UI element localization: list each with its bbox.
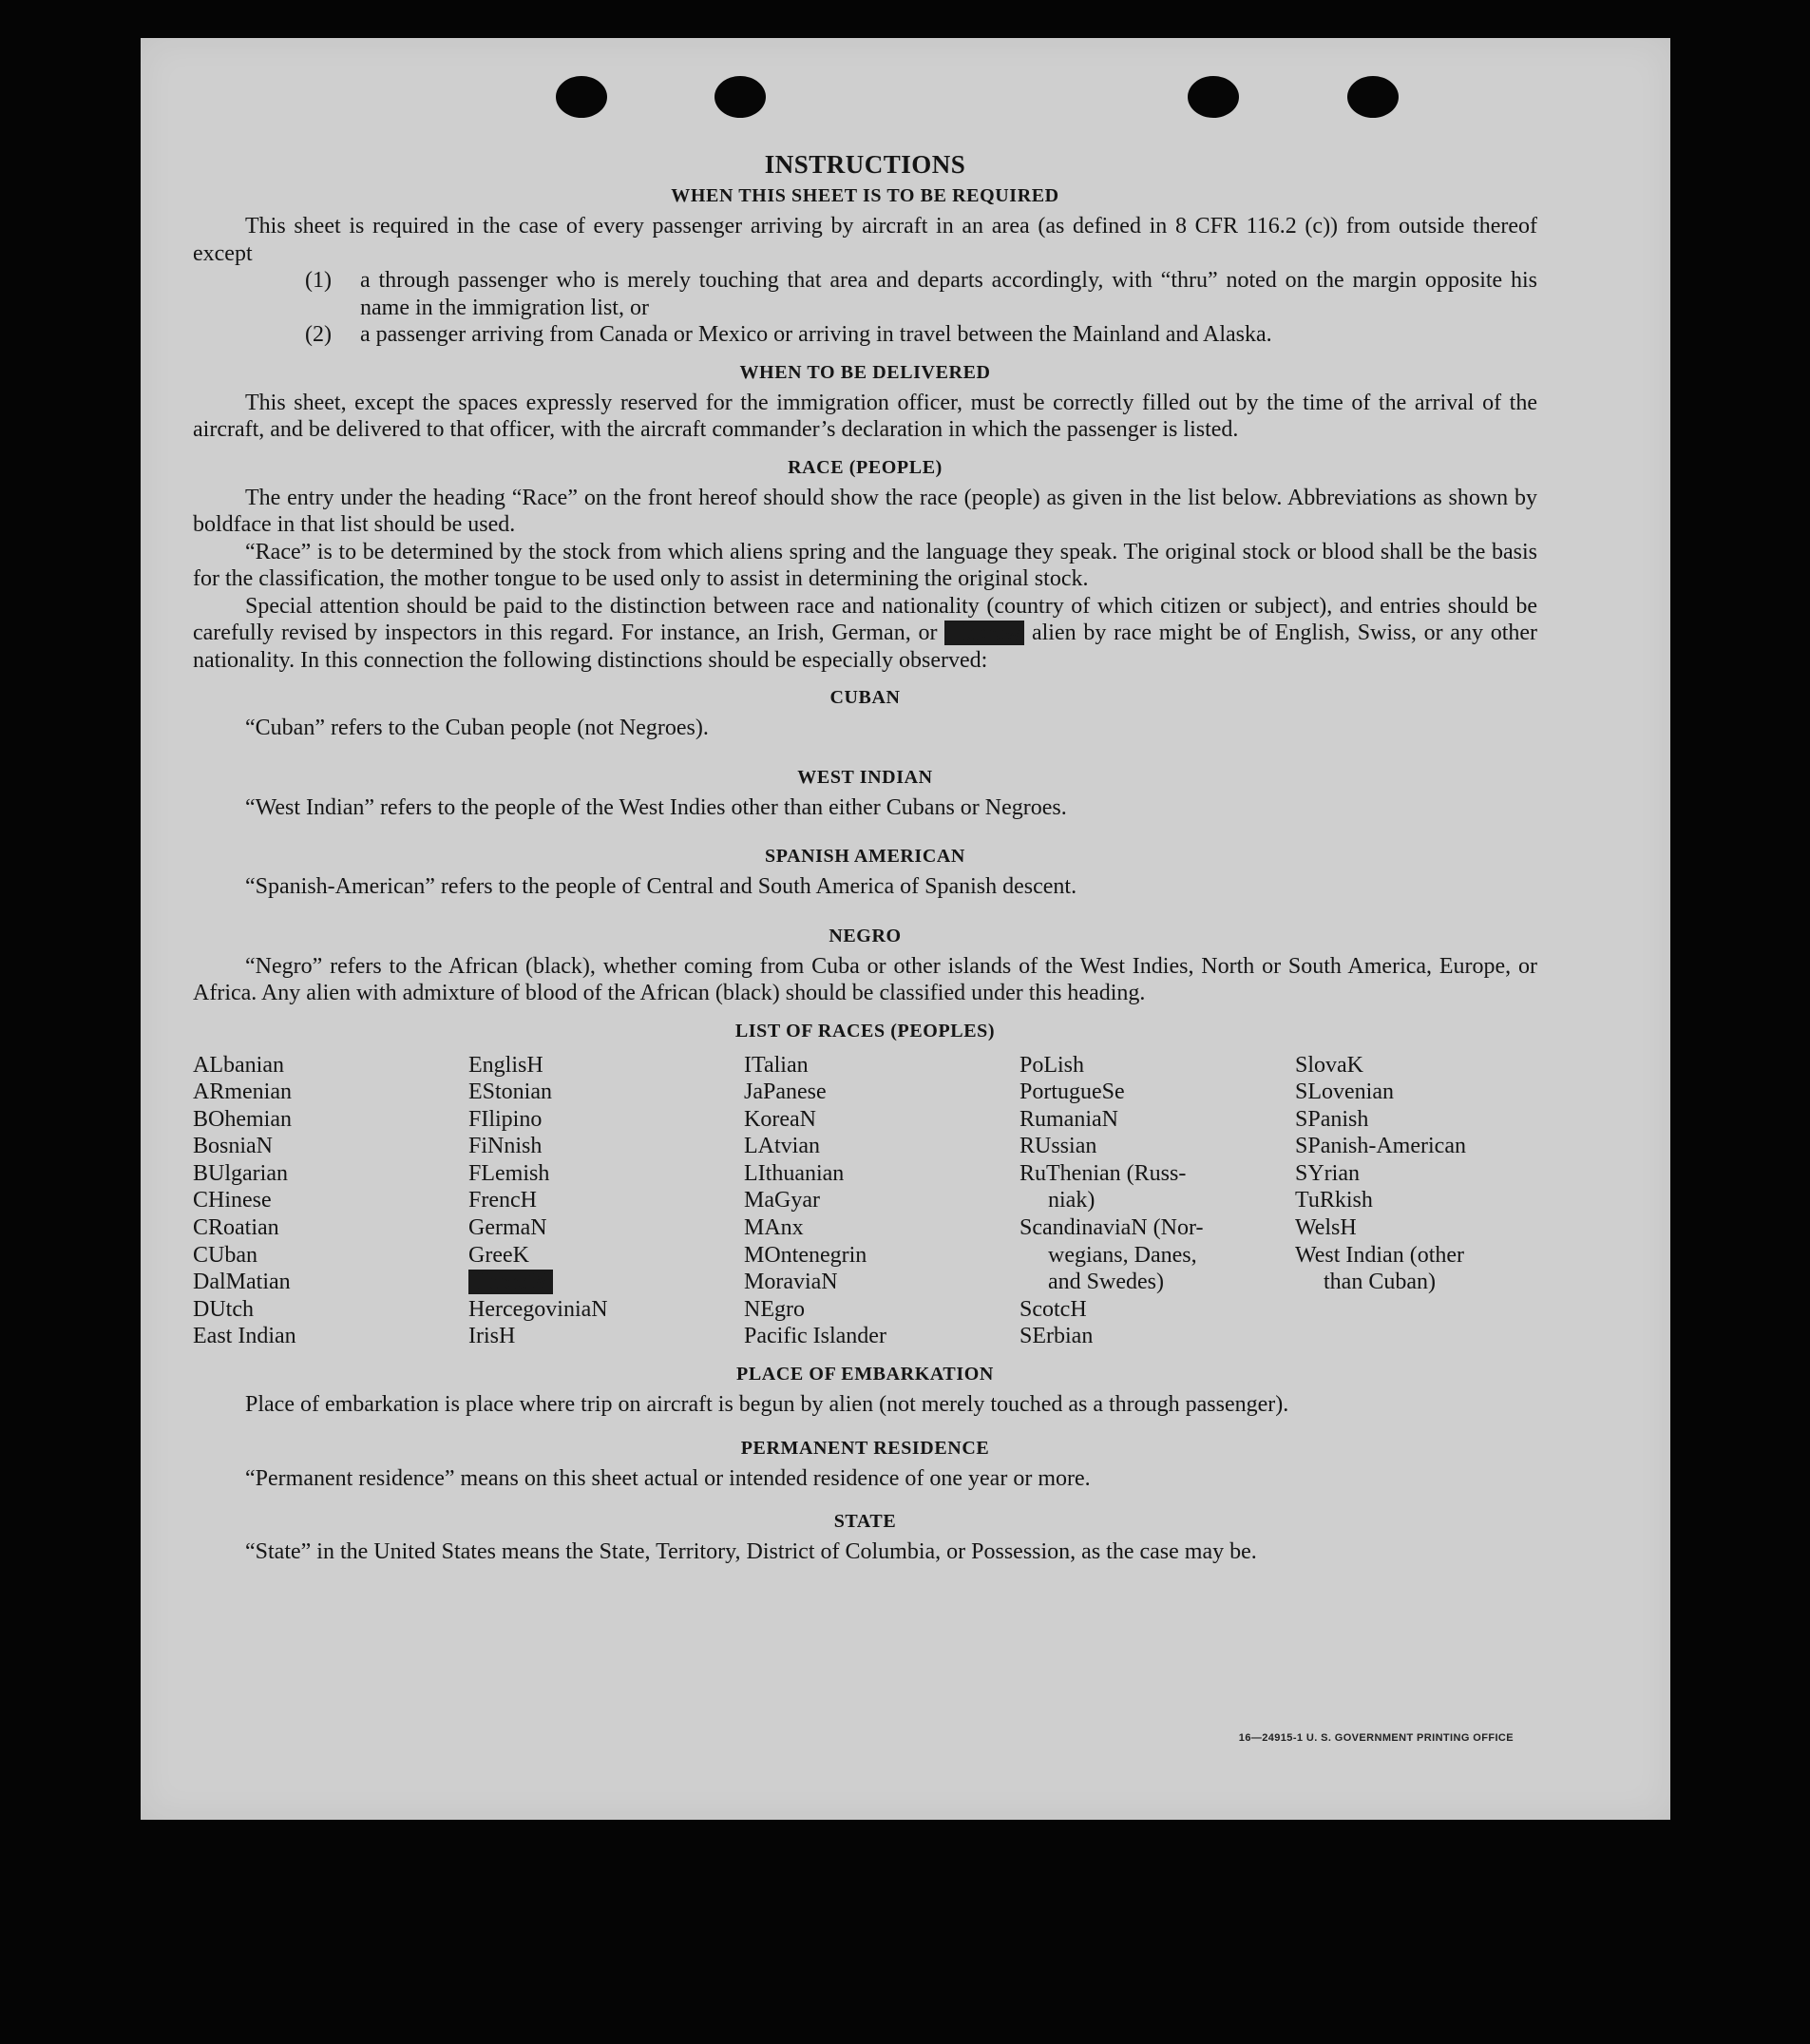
race-item: KoreaN [744,1106,816,1132]
clause-text: a passenger arriving from Canada or Mexico or arriving in travel between the Mainland and Alaska. [360,322,1272,347]
heading-west-indian: WEST INDIAN [797,766,933,788]
race-item: DUtch [193,1296,254,1322]
race-item-continued: than Cuban) [1324,1270,1436,1295]
paragraph-race-3 [193,593,1537,675]
race-item: MoraviaN [744,1270,838,1295]
clause-number: (2) [305,322,332,347]
paragraph-race-1: The entry under the heading “Race” on the front hereof should show the race (people) as given in the list below. Abbreviations as shown by boldface in that list should be used. [193,485,1537,537]
race-item: SYrian [1295,1160,1360,1186]
paragraph-residence: “Permanent residence” means on this sheet actual or intended residence of one year or more. [245,1465,1091,1491]
paragraph-delivered: This sheet, except the spaces expressly reserved for the immigration officer, must be correctly filled out by the time of the arrival of the aircraft, and be delivered to that officer, with the aircraft commander’s declaration in which the passenger is listed. [193,390,1537,442]
race-item: SPanish-American [1295,1134,1466,1159]
heading-permanent-residence: PERMANENT RESIDENCE [740,1437,990,1459]
race-item: GermaN [468,1215,547,1241]
race-item: EStonian [468,1079,552,1105]
race-item: DalMatian [193,1270,291,1295]
race-item: ALbanian [193,1052,284,1078]
race-item: RumaniaN [1019,1106,1118,1132]
races-column-4 [1019,1052,1295,1351]
races-column-5 [1295,1052,1537,1351]
race-item: ITalian [744,1052,809,1078]
race-item: East Indian [193,1324,296,1349]
race-item: ARmenian [193,1079,292,1105]
race-item: JaPanese [744,1079,827,1105]
race-item: CHinese [193,1188,272,1213]
paragraph-race-3-part-1: Special attention should be paid to the distinction between race and nationality (country of which citizen or subject), and entries should be carefully revised by inspectors in this regard. For instance, an Irish, German, or [193,593,1537,645]
race-item: BOhemian [193,1106,292,1132]
paragraph-cuban: “Cuban” refers to the Cuban people (not Negroes). [245,716,709,740]
page-title: INSTRUCTIONS [764,150,966,179]
race-item: PoLish [1019,1052,1085,1078]
race-item: Pacific Islander [744,1324,886,1349]
printing-office-imprint: 16—24915-1 U. S. GOVERNMENT PRINTING OFFICE [1238,1732,1514,1744]
punch-hole [1347,76,1399,118]
instructions-text [193,150,1537,1566]
punch-hole [556,76,607,118]
race-item: HercegoviniaN [468,1296,608,1322]
race-item: FiNnish [468,1134,543,1159]
paragraph-west-indian: “West Indian” refers to the people of the West Indies other than either Cubans or Negroes. [245,794,1067,820]
race-item: SPanish [1295,1106,1369,1132]
race-item: CRoatian [193,1215,279,1241]
race-item: MAnx [744,1215,804,1241]
race-item: NEgro [744,1296,805,1322]
race-item: LIthuanian [744,1160,845,1186]
race-item: SErbian [1019,1324,1094,1349]
race-item: GreeK [468,1242,529,1268]
race-item-continued: niak) [1048,1188,1096,1213]
race-item: MOntenegrin [744,1242,867,1268]
races-column-3 [744,1052,1019,1351]
heading-when-delivered: WHEN TO BE DELIVERED [739,361,991,383]
race-item: ScotcH [1019,1296,1087,1322]
clause-text: a through passenger who is merely touching that area and departs accordingly, with “thru” noted on the margin opposite his name in the immigration list, or [360,268,1537,320]
races-column-1 [193,1052,468,1351]
heading-list-of-races: LIST OF RACES (PEOPLES) [734,1020,996,1041]
punch-hole [714,76,766,118]
paragraph-required: This sheet is required in the case of every passenger arriving by aircraft in an area (as defined in 8 CFR 116.2 (c)) from outside thereof except [193,214,1537,266]
race-item-redacted: HebreW [468,1269,744,1296]
paragraph-state: “State” in the United States means the State, Territory, District of Columbia, or Possession, as the case may be. [245,1539,1257,1565]
races-list [193,1052,1537,1351]
race-item: MaGyar [744,1188,820,1213]
clause-2 [305,321,1537,349]
race-item: ScandinaviaN (Nor- [1019,1215,1204,1241]
race-item: PortugueSe [1019,1079,1125,1105]
race-item: FrencH [468,1188,537,1213]
race-item: BUlgarian [193,1160,288,1186]
paragraph-negro: “Negro” refers to the African (black), whether coming from Cuba or other islands of the West Indies, North or South America, Europe, or Africa. Any alien with admixture of blood of the African (black) should be classified under this heading. [193,953,1537,1005]
race-item-continued: wegians, Danes, [1048,1242,1197,1268]
heading-cuban: CUBAN [829,687,901,708]
race-item: RUssian [1019,1134,1097,1159]
race-item: FIlipino [468,1106,543,1132]
race-item: LAtvian [744,1134,820,1159]
paragraph-race-2: “Race” is to be determined by the stock from which aliens spring and the language they speak. The original stock or blood shall be the basis for the classification, the mother tongue to be used only to assist in determining the original stock. [193,539,1537,591]
race-item: West Indian (other [1295,1242,1465,1268]
clause-number: (1) [305,268,332,293]
instruction-sheet [141,38,1670,1820]
redacted-word: Hebrew [944,621,1024,645]
race-item: TuRkish [1295,1188,1373,1213]
heading-when-required: WHEN THIS SHEET IS TO BE REQUIRED [671,185,1059,206]
heading-spanish-american: SPANISH AMERICAN [765,846,965,867]
punch-hole [1188,76,1239,118]
heading-race: RACE (PEOPLE) [788,456,943,478]
race-item: SLovenian [1295,1079,1394,1105]
race-item: IrisH [468,1324,516,1349]
race-item: SlovaK [1295,1052,1363,1078]
paragraph-race-3-part-2: alien by race might be of English, Swiss, or any other nationality. In this connection the following distinctions should be especially observed: [193,621,1538,673]
paragraph-embarkation: Place of embarkation is place where trip on aircraft is begun by alien (not merely touched as a through passenger). [245,1392,1289,1418]
race-item: BosniaN [193,1134,273,1159]
race-item: WelsH [1295,1215,1357,1241]
heading-negro: NEGRO [829,925,902,946]
race-item: FLemish [468,1160,550,1186]
race-item: RuThenian (Russ- [1019,1160,1187,1186]
paragraph-spanish-american: “Spanish-American” refers to the people of Central and South America of Spanish descent. [245,874,1077,899]
clause-1 [305,267,1537,321]
races-column-2 [468,1052,744,1351]
heading-place-of-embarkation: PLACE OF EMBARKATION [736,1364,994,1385]
race-item-continued: and Swedes) [1048,1270,1164,1295]
race-item: EnglisH [468,1052,543,1078]
race-item: CUban [193,1242,257,1268]
heading-state: STATE [833,1511,897,1533]
